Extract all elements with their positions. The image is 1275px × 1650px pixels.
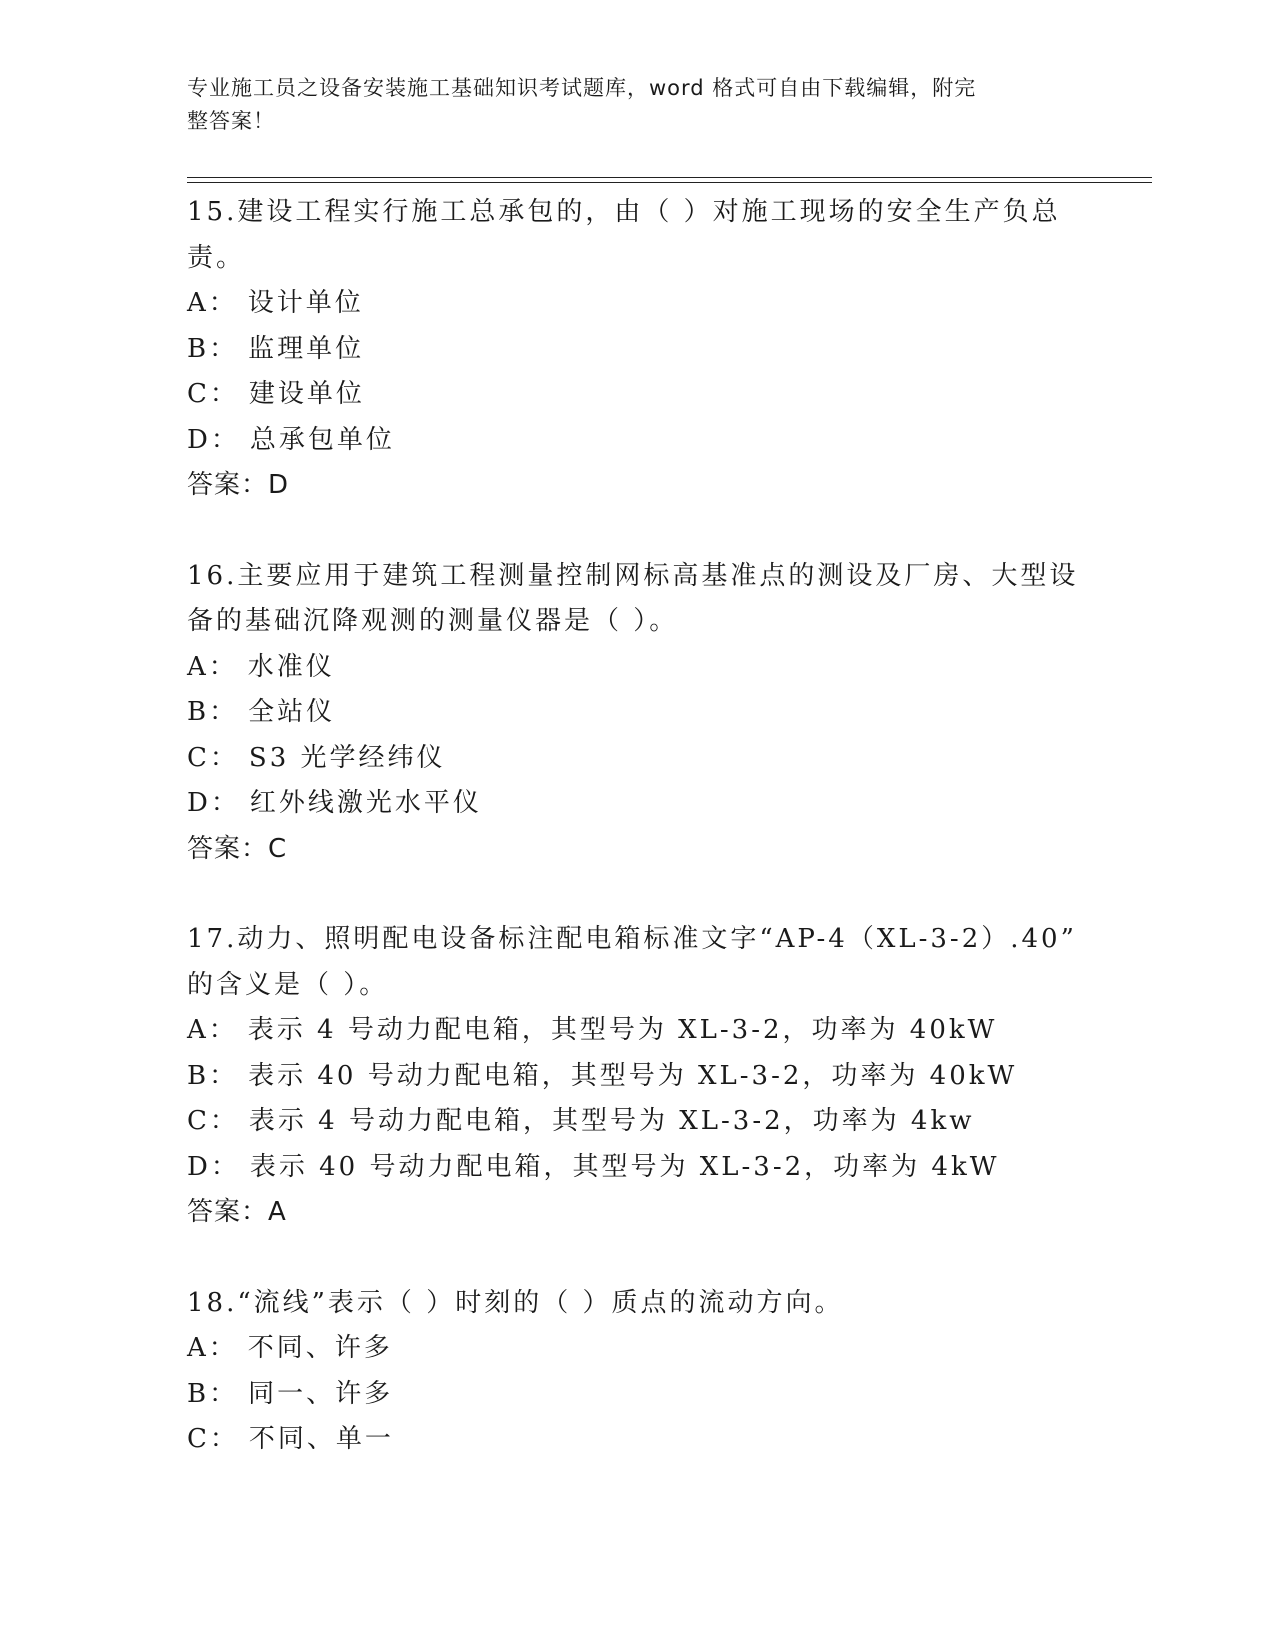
- option-key: A：: [187, 651, 238, 682]
- option-b: [187, 690, 1087, 736]
- option-key: B：: [187, 1378, 239, 1409]
- option-text: 全站仪: [248, 697, 336, 727]
- question-stem-line: 17.动力、照明配电设备标注配电箱标准文字“AP-4（XL-3-2）.40”: [187, 924, 1077, 954]
- question-stem-line: 责。: [187, 242, 246, 273]
- option-a: [187, 281, 1087, 327]
- option-text: 水准仪: [247, 651, 335, 682]
- option-d: [187, 418, 1087, 464]
- option-key: A：: [187, 288, 238, 318]
- option-text: 不同、单一: [248, 1424, 394, 1454]
- option-text: 表示 4 号动力配电箱，其型号为 XL-3-2，功率为 4kw: [248, 1106, 975, 1136]
- option-key: C：: [187, 379, 239, 409]
- option-key: A：: [187, 1333, 238, 1363]
- option-text: 同一、许多: [248, 1378, 394, 1409]
- option-b: [187, 327, 1087, 373]
- option-text: 监理单位: [248, 333, 365, 364]
- option-key: C：: [187, 1106, 239, 1136]
- option-text: 红外线激光水平仪: [249, 788, 482, 818]
- document-header: [187, 72, 1067, 138]
- option-text: 不同、许多: [247, 1333, 393, 1363]
- question-18: [187, 1281, 1087, 1463]
- option-a: [187, 1326, 1087, 1372]
- option-b: [187, 1054, 1087, 1100]
- option-d: [187, 781, 1087, 827]
- option-c: [187, 1099, 1087, 1145]
- option-text: 总承包单位: [249, 424, 395, 455]
- option-key: D：: [187, 1151, 240, 1182]
- question-stem-line: 16.主要应用于建筑工程测量控制网标高基准点的测设及厂房、大型设: [187, 560, 1079, 591]
- option-a: [187, 1008, 1087, 1054]
- option-c: [187, 1417, 1087, 1463]
- option-key: C：: [187, 1424, 239, 1454]
- question-stem-line: 15.建设工程实行施工总承包的，由（ ）对施工现场的安全生产负总: [187, 197, 1061, 227]
- option-key: A：: [187, 1015, 238, 1045]
- answer-line: 答案：A: [187, 1197, 287, 1227]
- question-16: [187, 554, 1087, 873]
- question-stem-line: 的含义是（ ）。: [187, 969, 389, 1000]
- option-text: 表示 40 号动力配电箱，其型号为 XL-3-2，功率为 40kW: [248, 1060, 1018, 1091]
- option-key: D：: [187, 424, 240, 455]
- answer-line: 答案：C: [187, 833, 288, 864]
- header-line-1: 专业施工员之设备安装施工基础知识考试题库，word 格式可自由下载编辑，附完: [187, 76, 977, 100]
- option-text: 设计单位: [247, 288, 364, 318]
- header-divider-top: [187, 177, 1152, 178]
- question-17: [187, 917, 1087, 1236]
- option-text: S3 光学经纬仪: [248, 742, 446, 773]
- option-d: [187, 1145, 1087, 1191]
- header-line-2: 整答案！: [187, 109, 275, 133]
- option-key: B：: [187, 697, 239, 727]
- option-key: C：: [187, 742, 239, 773]
- question-stem-line: 18.“流线”表示（ ）时刻的（ ）质点的流动方向。: [187, 1287, 844, 1318]
- option-text: 表示 4 号动力配电箱，其型号为 XL-3-2，功率为 40kW: [247, 1015, 998, 1045]
- question-15: [187, 190, 1087, 509]
- option-key: B：: [187, 333, 239, 364]
- answer-line: 答案：D: [187, 470, 290, 500]
- option-a: [187, 645, 1087, 691]
- option-b: [187, 1372, 1087, 1418]
- option-c: [187, 372, 1087, 418]
- option-key: D：: [187, 788, 240, 818]
- option-text: 表示 40 号动力配电箱，其型号为 XL-3-2，功率为 4kW: [249, 1151, 1000, 1182]
- header-divider-bottom: [187, 182, 1152, 183]
- option-key: B：: [187, 1060, 239, 1091]
- option-text: 建设单位: [248, 379, 365, 409]
- question-stem-line: 备的基础沉降观测的测量仪器是（ ）。: [187, 606, 679, 636]
- question-list: [187, 190, 1087, 1463]
- option-c: [187, 736, 1087, 782]
